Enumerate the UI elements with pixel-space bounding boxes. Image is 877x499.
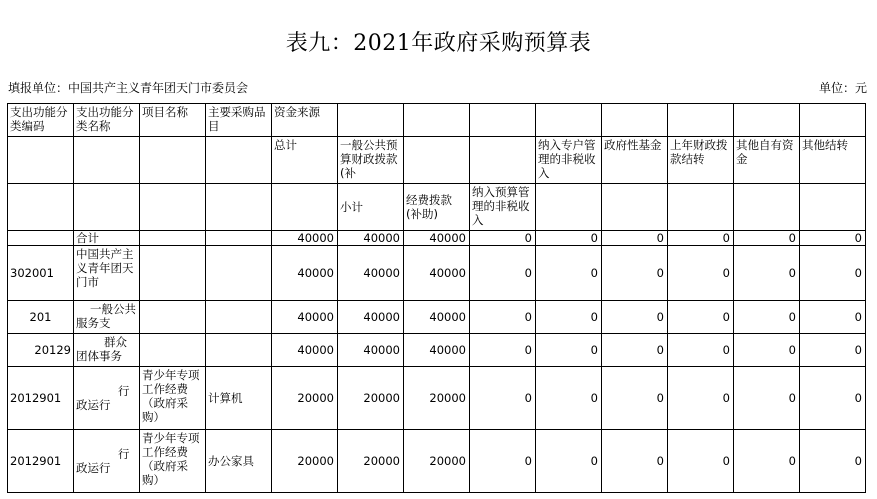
table-row: 2012901 行政运行 青少年专项工作经费（政府采购） 办公家具 20000 20000 20000 0 0 0 0 0 0 — [8, 430, 866, 493]
budget-table — [7, 103, 866, 493]
header-total: 总计 — [272, 137, 338, 184]
row-project: 青少年专项工作经费（政府采购） — [140, 367, 206, 430]
header-subtotal: 小计 — [338, 184, 404, 231]
header-gov-fund: 政府性基金 — [602, 137, 668, 184]
row-name: 一般公共服务支 — [74, 301, 140, 334]
header-func-code: 支出功能分类编码 — [8, 104, 74, 137]
row-item: 计算机 — [206, 367, 272, 430]
row-project: 青少年专项工作经费（政府采购） — [140, 430, 206, 493]
page-title: 表九：2021年政府采购预算表 — [285, 31, 592, 56]
table-row: 302001 中国共产主义青年团天门市 40000 40000 40000 0 0 0 0 0 0 — [8, 246, 866, 301]
header-project-name: 项目名称 — [140, 104, 206, 137]
row-name: 行政运行 — [74, 430, 140, 493]
row-code: 2012901 — [8, 430, 74, 493]
currency-unit: 单位：元 — [818, 81, 867, 95]
table-row: 20129 群众团体事务 40000 40000 40000 0 0 0 0 0 0 — [8, 334, 866, 367]
header-fund-grant: 经费拨款(补助) — [404, 184, 470, 231]
row-name: 合计 — [74, 231, 140, 246]
header-special-non-tax: 纳入专户管理的非税收入 — [536, 137, 602, 184]
header-purchase-item: 主要采购品目 — [206, 104, 272, 137]
header-fund-source: 资金来源 — [272, 104, 338, 137]
row-name: 行政运行 — [74, 367, 140, 430]
header-func-name: 支出功能分类名称 — [74, 104, 140, 137]
table-row: 201 一般公共服务支 40000 40000 40000 0 0 0 0 0 0 — [8, 301, 866, 334]
row-code: 20129 — [8, 334, 74, 367]
table-row: 2012901 行政运行 青少年专项工作经费（政府采购） 计算机 20000 20000 20000 0 0 0 0 0 0 — [8, 367, 866, 430]
row-name: 中国共产主义青年团天门市 — [74, 246, 140, 301]
table-row: 合计 40000 40000 40000 0 0 0 0 0 0 — [8, 231, 866, 246]
row-code: 201 — [8, 301, 74, 334]
header-other-carry: 其他结转 — [800, 137, 866, 184]
header-row-3 — [8, 184, 866, 231]
row-name: 群众团体事务 — [74, 334, 140, 367]
header-row-1 — [8, 104, 866, 137]
row-item: 办公家具 — [206, 430, 272, 493]
header-row-2 — [8, 137, 866, 184]
header-last-year-carry: 上年财政拨款结转 — [668, 137, 734, 184]
header-general-budget: 一般公共预算财政拨款(补 — [338, 137, 404, 184]
header-other-own: 其他自有资金 — [734, 137, 800, 184]
header-budget-non-tax: 纳入预算管理的非税收入 — [470, 184, 536, 231]
row-code: 302001 — [8, 246, 74, 301]
row-code: 2012901 — [8, 367, 74, 430]
reporting-unit: 填报单位：中国共产主义青年团天门市委员会 — [8, 81, 249, 95]
